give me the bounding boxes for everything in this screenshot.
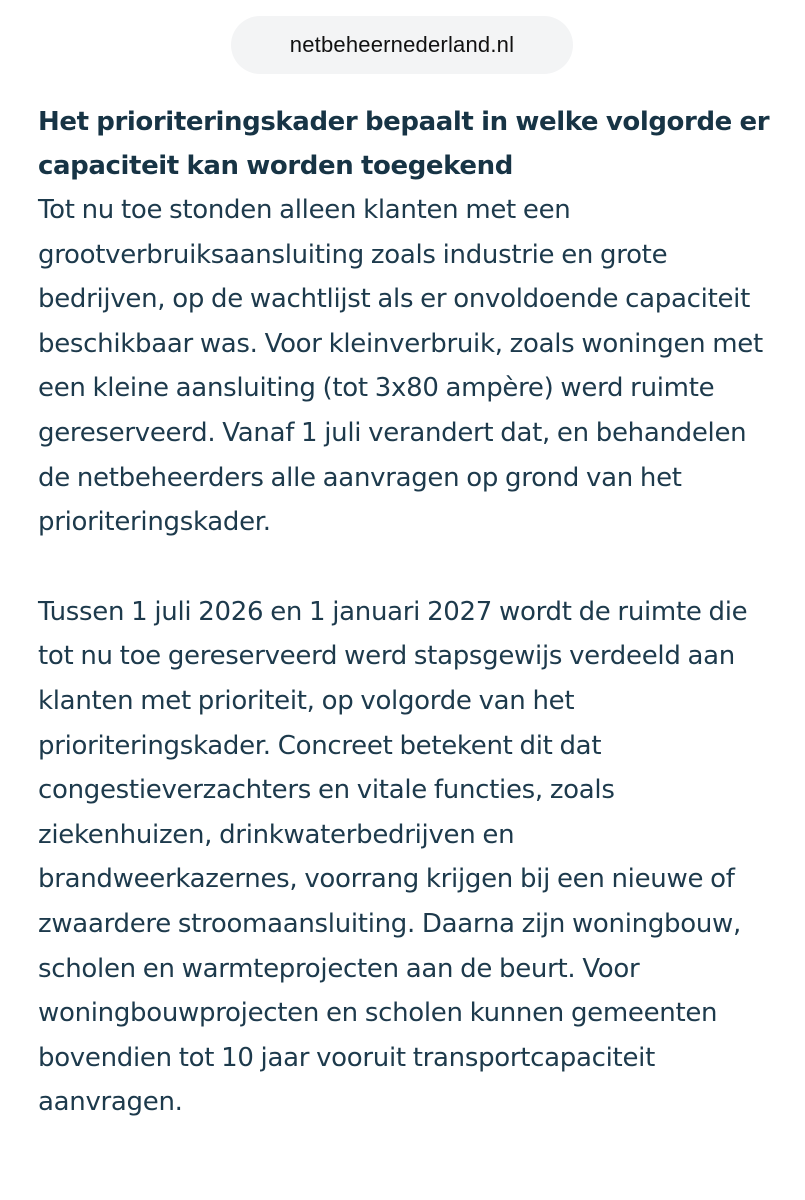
article-paragraph-2: Tussen 1 juli 2026 en 1 januari 2027 wordt de ruimte die tot nu toe gereserveerd werd stapsgewijs verdeeld aan klanten met prioriteit, op volgorde van het prioriteringskader. Concreet betekent dit dat congestieverzachters en vitale functies, zoals ziekenhuizen, drinkwaterbedrijven en brandweerkazernes, voorrang krijgen bij een nieuwe of zwaardere stroomaansluiting. Daarna zijn woningbouw, scholen en warmteprojecten aan de beurt. Voor woningbouwprojecten en scholen kunnen gemeenten bovendien tot 10 jaar vooruit transportcapaciteit aanvragen. xyxy=(38,596,748,1118)
article-paragraph-1: Tot nu toe stonden alleen klanten met een grootverbruiksaansluiting zoals industrie en grote bedrijven, op de wachtlijst als er onvoldoende capaciteit beschikbaar was. Voor kleinverbruik, zoals woningen met een kleine aansluiting (tot 3x80 ampère) werd ruimte gereserveerd. Vanaf 1 juli verandert dat, en behandelen de netbeheerders alle aanvragen op grond van het prioriteringskader. xyxy=(38,195,763,538)
article-heading: Het prioriteringskader bepaalt in welke volgorde er capaciteit kan worden toegekend xyxy=(38,107,770,181)
address-bar[interactable] xyxy=(231,16,573,74)
url-text: netbeheernederland.nl xyxy=(289,32,515,57)
article-content xyxy=(38,100,778,1125)
